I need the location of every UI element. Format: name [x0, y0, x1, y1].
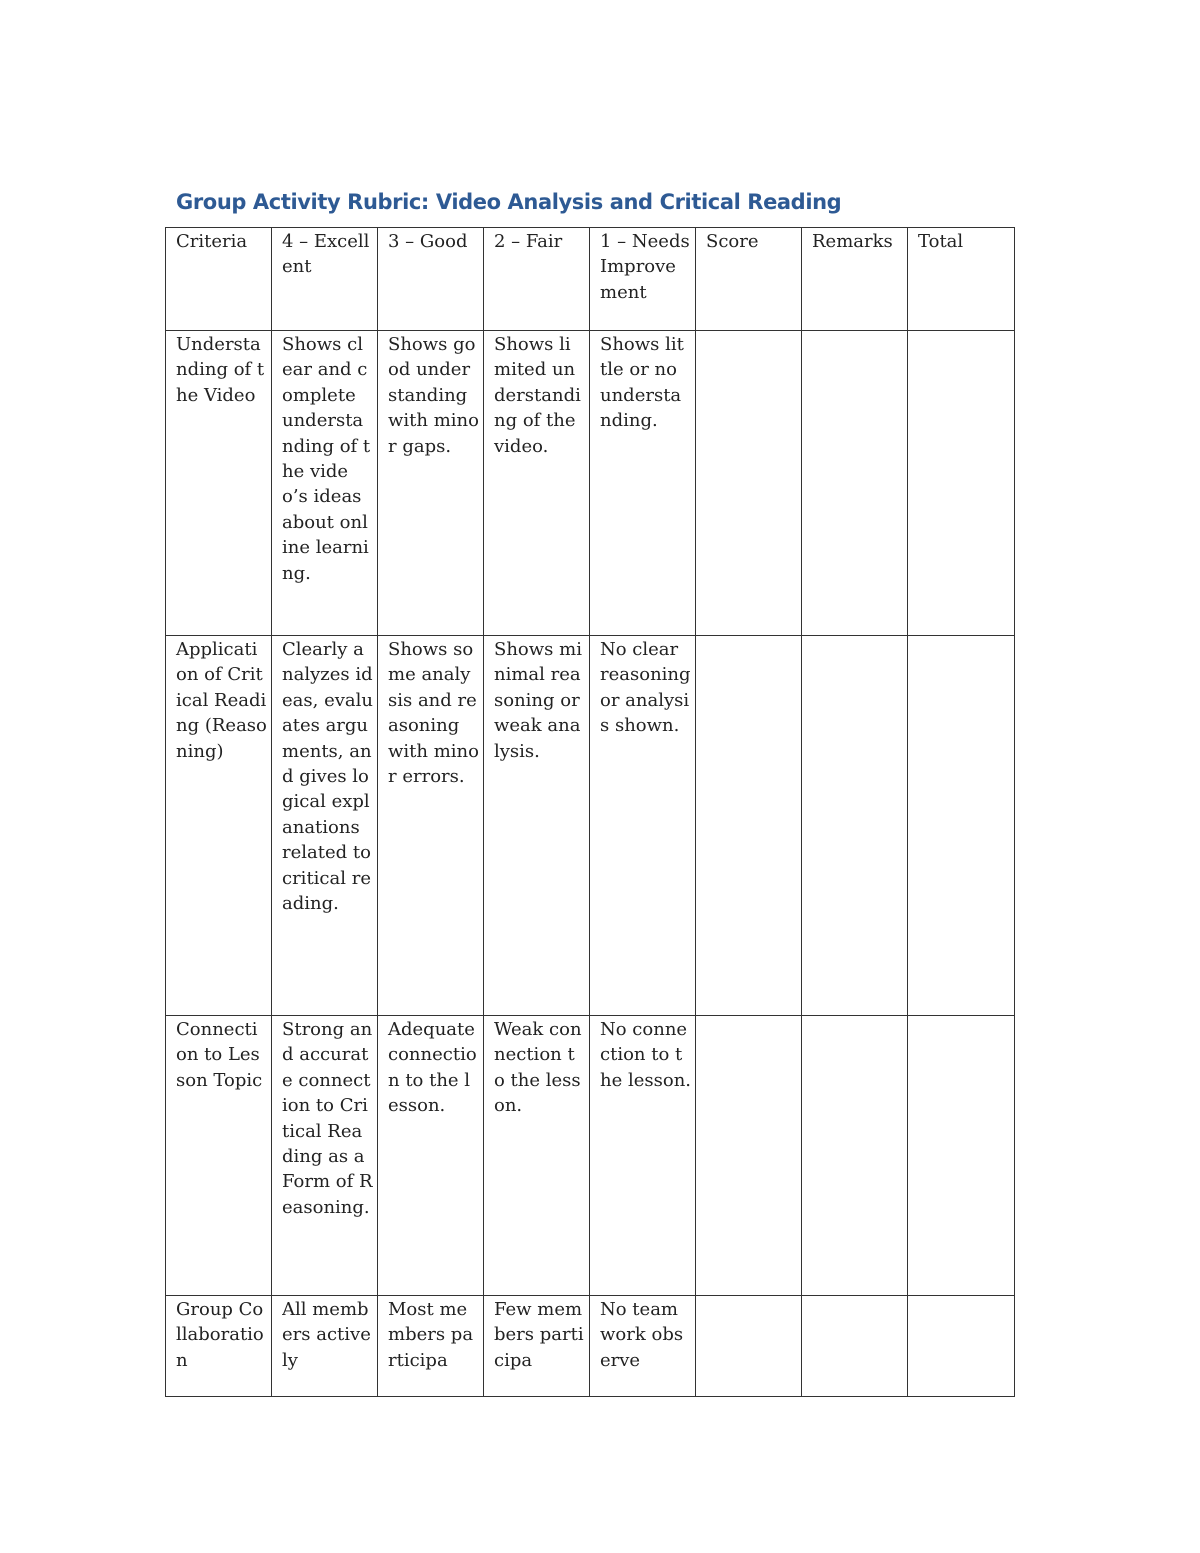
header-needs-improvement: 1 – Needs Improvement [590, 228, 696, 331]
fair-cell [484, 1296, 590, 1397]
header-fair: 2 – Fair [484, 228, 590, 331]
fair-cell: Shows limited understanding of the video. [484, 331, 590, 636]
total-cell [908, 1296, 1015, 1397]
header-remarks: Remarks [802, 228, 908, 331]
rubric-table [165, 227, 1015, 1397]
needs-improvement-text: No teamwork observe [600, 1299, 684, 1371]
good-cell: Adequate connection to the lesson. [378, 1016, 484, 1296]
header-excellent: 4 – Excellent [272, 228, 378, 331]
page-title: Group Activity Rubric: Video Analysis and Critical Reading [176, 190, 842, 214]
fair-cell: Weak connection to the lesson. [484, 1016, 590, 1296]
score-cell [696, 1016, 802, 1296]
table-header-row [166, 228, 1015, 331]
excellent-cell: Clearly analyzes ideas, evaluates arguments, and gives logical explanations related to critical reading. [272, 636, 378, 1016]
total-cell [908, 1016, 1015, 1296]
criteria-cell: Connection to Lesson Topic [166, 1016, 272, 1296]
header-criteria: Criteria [166, 228, 272, 331]
needs-improvement-cell: No clear reasoning or analysis shown. [590, 636, 696, 1016]
criteria-cell [166, 1296, 272, 1397]
excellent-cell: Strong and accurate connection to Critical Reading as a Form of Reasoning. [272, 1016, 378, 1296]
needs-improvement-cell: No connection to the lesson. [590, 1016, 696, 1296]
remarks-cell [802, 331, 908, 636]
score-cell [696, 636, 802, 1016]
remarks-cell [802, 1016, 908, 1296]
table-row [166, 636, 1015, 1016]
good-cell [378, 1296, 484, 1397]
header-score: Score [696, 228, 802, 331]
fair-text: Few members participa [494, 1299, 584, 1371]
score-cell [696, 331, 802, 636]
score-cell [696, 1296, 802, 1397]
table-row [166, 1016, 1015, 1296]
table-row [166, 1296, 1015, 1397]
remarks-cell [802, 636, 908, 1016]
criteria-cell: Understanding of the Video [166, 331, 272, 636]
good-cell: Shows good understanding with minor gaps. [378, 331, 484, 636]
good-text: Most members participa [388, 1299, 474, 1371]
header-good: 3 – Good [378, 228, 484, 331]
header-total: Total [908, 228, 1015, 331]
remarks-cell [802, 1296, 908, 1397]
needs-improvement-cell: Shows little or no understanding. [590, 331, 696, 636]
excellent-text: All members actively [282, 1299, 371, 1371]
total-cell [908, 636, 1015, 1016]
good-cell: Shows some analysis and reasoning with minor errors. [378, 636, 484, 1016]
needs-improvement-cell [590, 1296, 696, 1397]
criteria-text: Group Collaboration [176, 1299, 264, 1371]
criteria-cell: Application of Critical Reading (Reasoning) [166, 636, 272, 1016]
excellent-cell [272, 1296, 378, 1397]
table-row [166, 331, 1015, 636]
total-cell [908, 331, 1015, 636]
fair-cell: Shows minimal reasoning or weak analysis. [484, 636, 590, 1016]
excellent-cell: Shows clear and complete understanding of the video’s ideas about online learning. [272, 331, 378, 636]
